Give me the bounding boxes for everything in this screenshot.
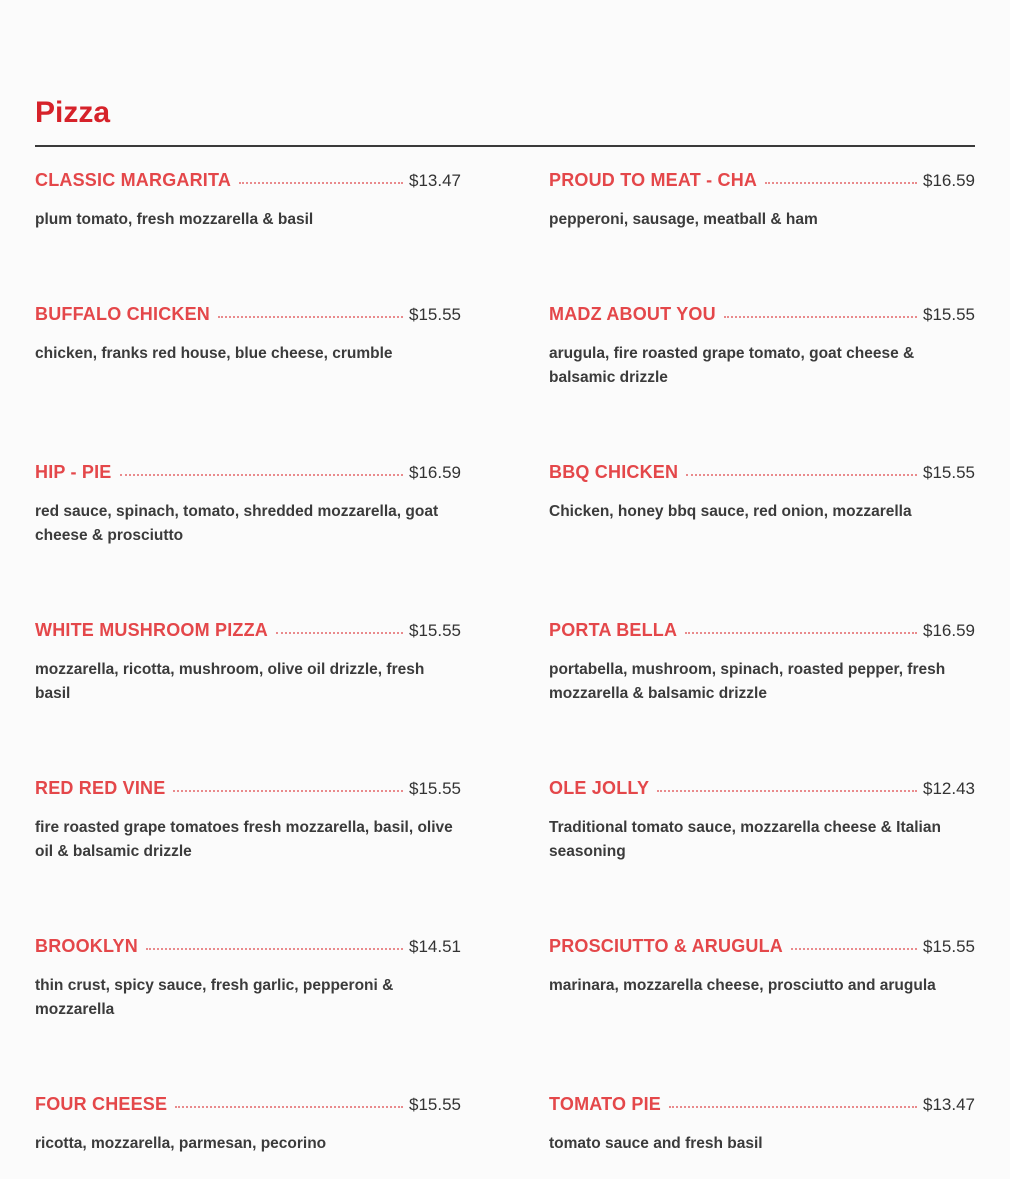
menu-item-price: $15.55 — [409, 305, 461, 324]
dot-leader — [669, 1106, 917, 1108]
menu-item-header — [35, 936, 461, 960]
menu-item-name: MADZ ABOUT YOU — [549, 304, 716, 324]
dot-leader — [120, 474, 404, 476]
menu-item-price: $13.47 — [409, 171, 461, 190]
dot-leader — [657, 790, 917, 792]
menu-item — [35, 778, 461, 864]
menu-item-name: PORTA BELLA — [549, 620, 678, 640]
menu-item-name: TOMATO PIE — [549, 1094, 662, 1114]
menu-item-description: thin crust, spicy sauce, fresh garlic, pepperoni & mozzarella — [35, 977, 394, 1018]
menu-item-header — [35, 620, 461, 644]
menu-item-name: RED RED VINE — [35, 778, 166, 798]
menu-item-price: $15.55 — [923, 463, 975, 482]
menu-item-price: $13.47 — [923, 1095, 975, 1114]
menu-item-header — [549, 778, 975, 802]
menu-item-price: $15.55 — [409, 1095, 461, 1114]
dot-leader — [146, 948, 403, 950]
menu-item-description: red sauce, spinach, tomato, shredded mozzarella, goat cheese & prosciutto — [35, 503, 439, 544]
menu-item — [549, 304, 975, 390]
menu-item-name: HIP - PIE — [35, 462, 112, 482]
menu-item-header — [549, 1094, 975, 1118]
menu-item — [549, 936, 975, 998]
menu-item-header — [549, 936, 975, 960]
dot-leader — [724, 316, 917, 318]
menu-item — [35, 462, 461, 548]
menu-item-price: $16.59 — [923, 621, 975, 640]
dot-leader — [173, 790, 403, 792]
menu-item — [549, 170, 975, 232]
section-title: Pizza — [35, 96, 111, 129]
menu-item-price: $15.55 — [409, 621, 461, 640]
menu-item-header — [35, 304, 461, 328]
menu-item-header — [35, 778, 461, 802]
menu-item-price: $15.55 — [923, 305, 975, 324]
dot-leader — [239, 182, 403, 184]
menu-item-name: BROOKLYN — [35, 936, 138, 956]
menu-item-description: arugula, fire roasted grape tomato, goat cheese & balsamic drizzle — [549, 345, 915, 386]
dot-leader — [218, 316, 403, 318]
section-divider — [35, 145, 975, 147]
dot-leader — [791, 948, 917, 950]
menu-item-description: Chicken, honey bbq sauce, red onion, mozzarella — [549, 503, 912, 520]
menu-item — [549, 1094, 975, 1156]
menu-item-description: plum tomato, fresh mozzarella & basil — [35, 211, 314, 228]
menu-item-name: OLE JOLLY — [549, 778, 650, 798]
menu-item-description: tomato sauce and fresh basil — [549, 1135, 763, 1152]
menu-item-name: BBQ CHICKEN — [549, 462, 679, 482]
menu-item-description: marinara, mozzarella cheese, prosciutto and arugula — [549, 977, 936, 994]
menu-item-name: FOUR CHEESE — [35, 1094, 168, 1114]
menu-item-description: chicken, franks red house, blue cheese, crumble — [35, 345, 393, 362]
menu-item-description: mozzarella, ricotta, mushroom, olive oil drizzle, fresh basil — [35, 661, 425, 702]
menu-item-name: BUFFALO CHICKEN — [35, 304, 210, 324]
menu-item-description: pepperoni, sausage, meatball & ham — [549, 211, 818, 228]
menu-item — [35, 304, 461, 366]
menu-item — [549, 778, 975, 864]
menu-item-name: WHITE MUSHROOM PIZZA — [35, 620, 268, 640]
menu-item-name: CLASSIC MARGARITA — [35, 170, 232, 190]
menu-item-name: PROUD TO MEAT - CHA — [549, 170, 758, 190]
menu-item-header — [549, 462, 975, 486]
dot-leader — [276, 632, 403, 634]
menu-item — [549, 462, 975, 524]
menu-item-price: $12.43 — [923, 779, 975, 798]
menu-item-header — [549, 620, 975, 644]
menu-item — [549, 620, 975, 706]
dot-leader — [765, 182, 917, 184]
menu-item-price: $16.59 — [409, 463, 461, 482]
menu-item-header — [549, 304, 975, 328]
menu-item — [35, 170, 461, 232]
menu-item — [35, 936, 461, 1022]
menu-item-description: ricotta, mozzarella, parmesan, pecorino — [35, 1135, 327, 1152]
menu-item-description: portabella, mushroom, spinach, roasted pepper, fresh mozzarella & balsamic drizzle — [549, 661, 946, 702]
menu-item — [35, 620, 461, 706]
dot-leader — [685, 632, 917, 634]
menu-item-header — [35, 462, 461, 486]
menu-item-header — [549, 170, 975, 194]
menu-item-price: $16.59 — [923, 171, 975, 190]
menu-item-price: $15.55 — [923, 937, 975, 956]
menu-item-description: fire roasted grape tomatoes fresh mozzarella, basil, olive oil & balsamic drizzle — [35, 819, 453, 860]
menu-item-header — [35, 1094, 461, 1118]
menu-item-price: $14.51 — [409, 937, 461, 956]
dot-leader — [175, 1106, 403, 1108]
menu-item-name: PROSCIUTTO & ARUGULA — [549, 936, 784, 956]
menu-item — [35, 1094, 461, 1156]
menu-item-price: $15.55 — [409, 779, 461, 798]
menu-item-header — [35, 170, 461, 194]
dot-leader — [686, 474, 917, 476]
menu-item-description: Traditional tomato sauce, mozzarella cheese & Italian seasoning — [549, 819, 941, 860]
